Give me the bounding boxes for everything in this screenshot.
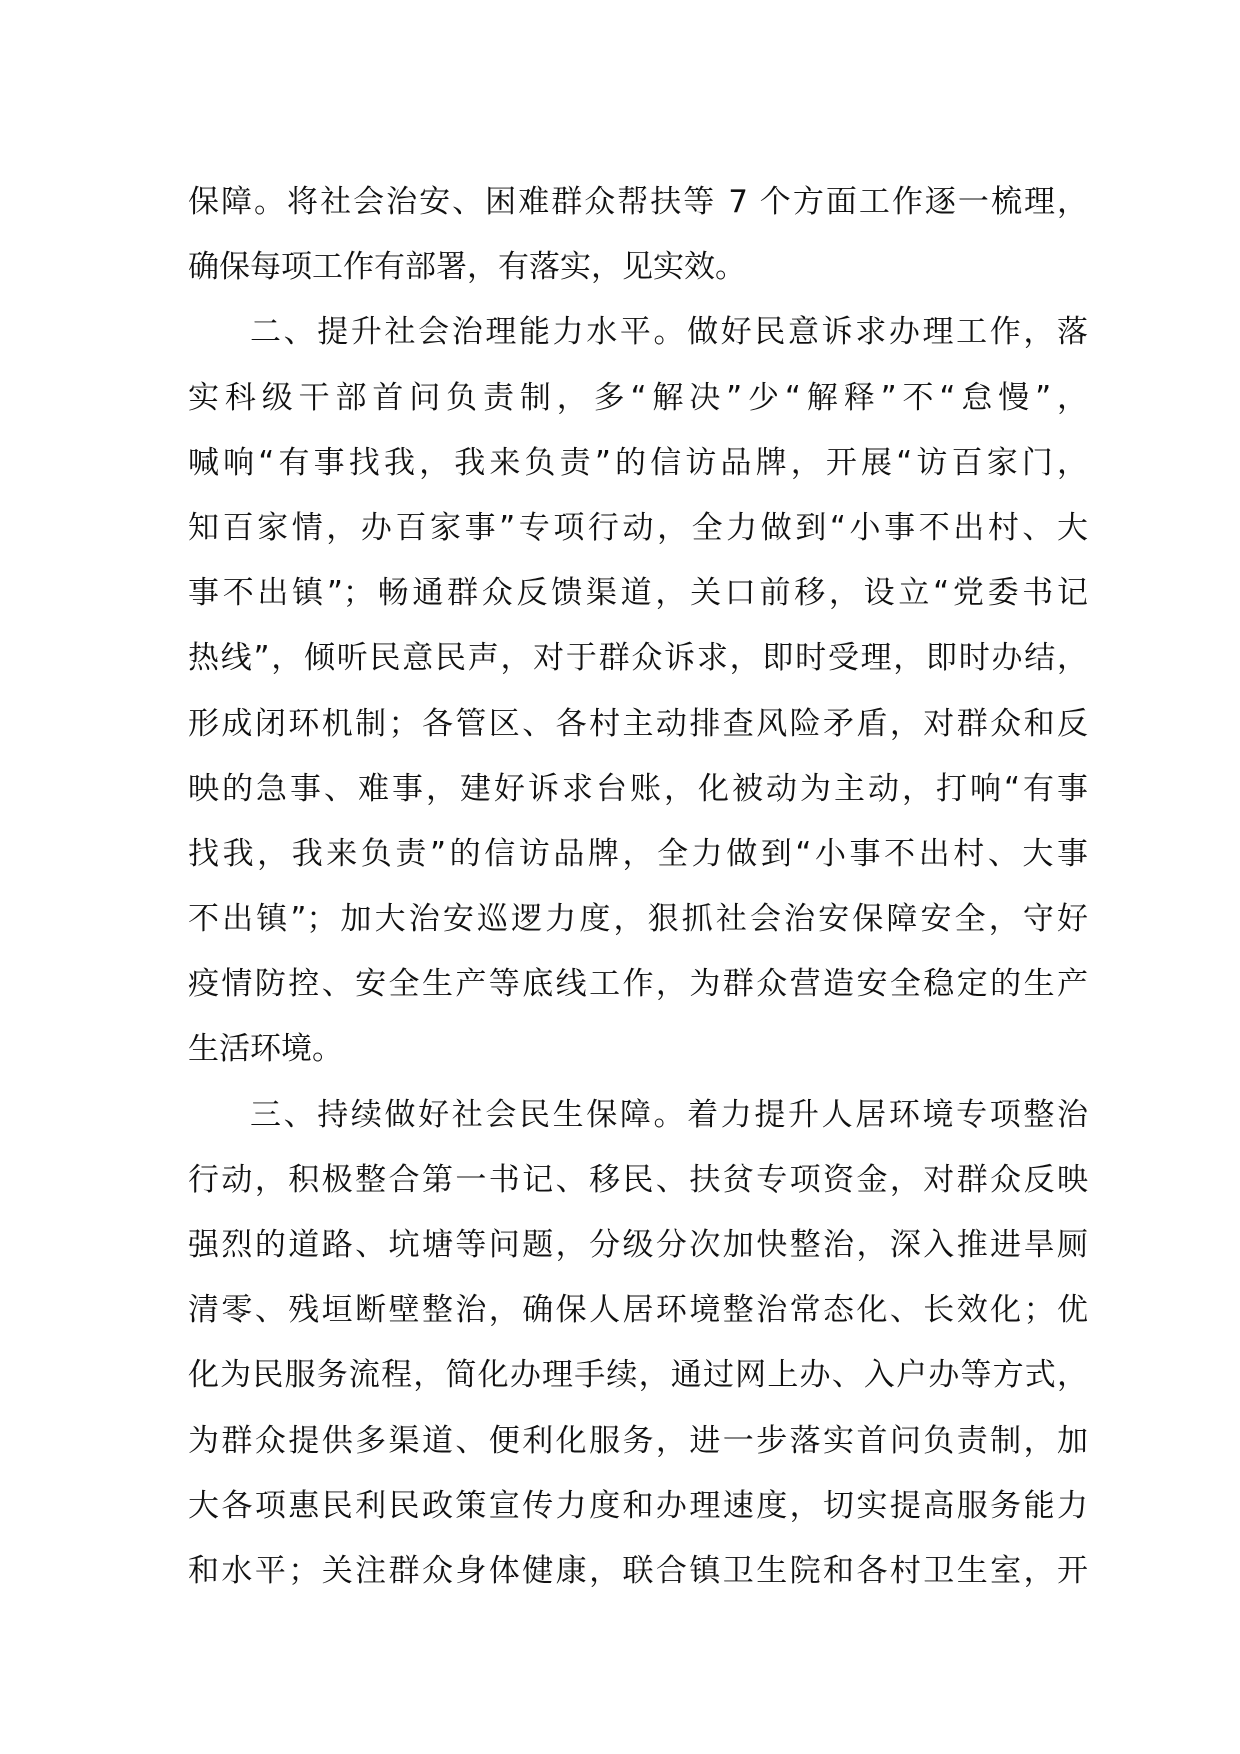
text-line-1: 保障。将社会治安、困难群众帮扶等 7 个方面工作逐一梳理， — [188, 184, 1088, 220]
text-line-14: 生活环境。 — [188, 1031, 343, 1068]
text-line-3: 二、提升社会治理能力水平。做好民意诉求办理工作，落 — [250, 314, 1088, 351]
text-line-13: 疫情防控、安全生产等底线工作，为群众营造安全稳定的生产 — [188, 966, 1088, 1003]
text-line-10: 映的急事、难事，建好诉求台账，化被动为主动，打响“有事 — [188, 770, 1088, 807]
text-line-11: 找我，我来负责”的信访品牌，全力做到“小事不出村、大事 — [188, 835, 1088, 872]
text-line-17: 强烈的道路、坑塘等问题，分级分次加快整治，深入推进旱厕 — [188, 1227, 1088, 1263]
text-line-15: 三、持续做好社会民生保障。着力提升人居环境专项整治 — [250, 1096, 1088, 1133]
text-line-2: 确保每项工作有部署，有落实，见实效。 — [188, 249, 746, 286]
text-line-7: 事不出镇”；畅通群众反馈渠道，关口前移，设立“党委书记 — [188, 575, 1088, 612]
text-line-22: 和水平；关注群众身体健康，联合镇卫生院和各村卫生室，开 — [188, 1552, 1088, 1589]
text-line-5: 喊响“有事找我，我来负责”的信访品牌，开展“访百家门， — [188, 444, 1088, 481]
text-line-19: 化为民服务流程，简化办理手续，通过网上办、入户办等方式， — [188, 1357, 1088, 1394]
text-line-16: 行动，积极整合第一书记、移民、扶贫专项资金，对群众反映 — [188, 1161, 1088, 1198]
text-line-4: 实科级干部首问负责制，多“解决”少“解释”不“怠慢”， — [188, 379, 1088, 416]
text-line-12: 不出镇”；加大治安巡逻力度，狠抓社会治安保障安全，守好 — [188, 901, 1088, 938]
text-line-6: 知百家情，办百家事”专项行动，全力做到“小事不出村、大 — [188, 509, 1088, 546]
text-line-8: 热线”，倾听民意民声，对于群众诉求，即时受理，即时办结， — [188, 640, 1088, 677]
text-line-21: 大各项惠民利民政策宣传力度和办理速度，切实提高服务能力 — [188, 1487, 1088, 1524]
document-body — [188, 170, 1088, 1604]
text-line-18: 清零、残垣断壁整治，确保人居环境整治常态化、长效化；优 — [188, 1292, 1088, 1329]
text-line-20: 为群众提供多渠道、便利化服务，进一步落实首问负责制，加 — [188, 1422, 1088, 1459]
text-line-9: 形成闭环机制；各管区、各村主动排查风险矛盾，对群众和反 — [188, 705, 1088, 742]
